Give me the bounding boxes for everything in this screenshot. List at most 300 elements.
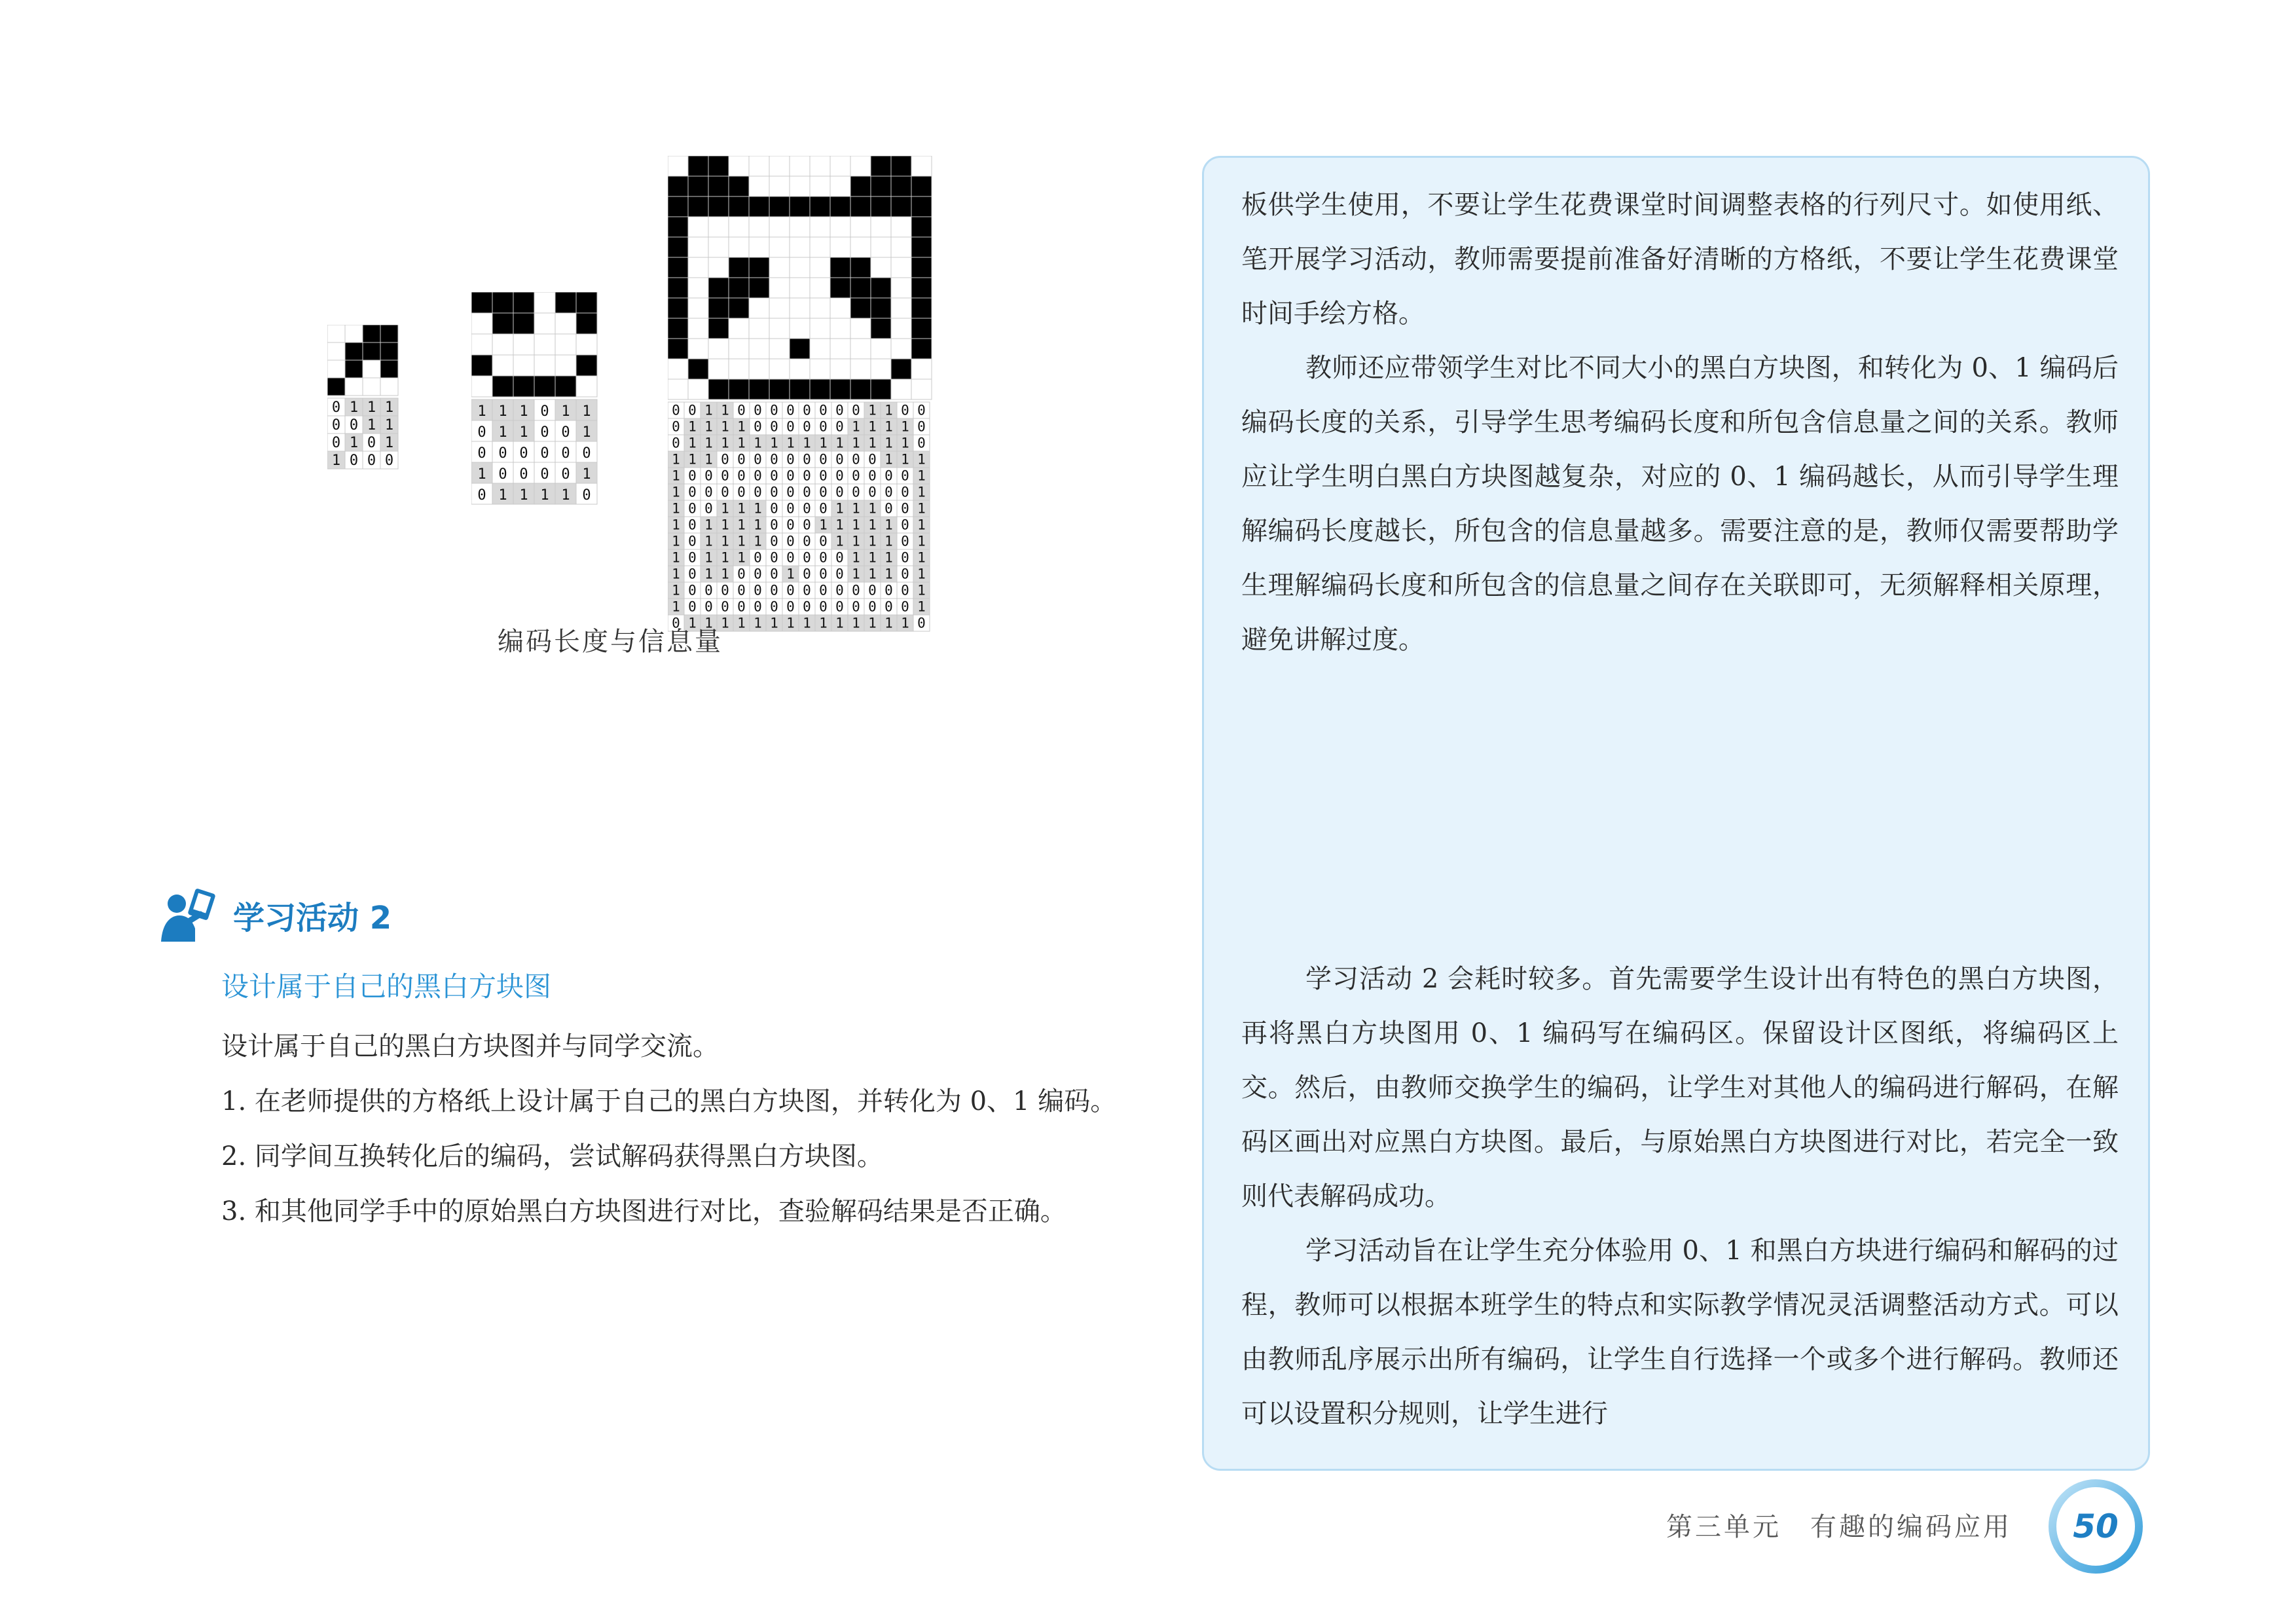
pixel-cell bbox=[850, 176, 871, 196]
code-digit: 0 bbox=[770, 402, 778, 418]
pixel-cell bbox=[729, 278, 749, 298]
pixel-cell bbox=[555, 355, 576, 376]
code-digit: 1 bbox=[704, 566, 713, 582]
code-digit: 1 bbox=[498, 403, 507, 420]
code-digit: 1 bbox=[835, 435, 844, 451]
code-digit: 0 bbox=[672, 418, 680, 435]
code-digit: 1 bbox=[672, 451, 680, 468]
code-digit: 0 bbox=[852, 468, 860, 484]
code-digit: 0 bbox=[582, 445, 591, 462]
code-digit: 1 bbox=[852, 533, 860, 549]
code-digit: 0 bbox=[852, 484, 860, 500]
pixel-cell bbox=[769, 339, 790, 359]
code-digit: 0 bbox=[721, 468, 729, 484]
code-digit: 1 bbox=[737, 533, 746, 549]
code-digit: 0 bbox=[688, 402, 697, 418]
code-digit: 1 bbox=[835, 533, 844, 549]
pixel-cell bbox=[769, 379, 790, 399]
code-digit: 0 bbox=[349, 417, 359, 434]
pixel-cell bbox=[769, 237, 790, 257]
pixel-cell bbox=[790, 298, 810, 318]
pixel-cell bbox=[534, 355, 555, 376]
pixel-cell bbox=[688, 196, 708, 217]
code-digit: 1 bbox=[884, 418, 893, 435]
code-digit: 1 bbox=[786, 435, 795, 451]
pixel-cell bbox=[810, 379, 830, 399]
code-digit: 0 bbox=[868, 468, 877, 484]
pixel-cell bbox=[911, 298, 932, 318]
pixel-cell bbox=[729, 318, 749, 339]
pixel-cell bbox=[492, 292, 513, 313]
pixel-cell bbox=[749, 318, 769, 339]
code-digit: 0 bbox=[884, 500, 893, 517]
code-digit: 1 bbox=[519, 424, 528, 441]
pixel-cell bbox=[790, 379, 810, 399]
pixel-cell bbox=[729, 339, 749, 359]
code-digit: 1 bbox=[901, 435, 909, 451]
pixel-cell bbox=[749, 237, 769, 257]
code-digit: 0 bbox=[737, 566, 746, 582]
code-digit: 0 bbox=[819, 500, 828, 517]
code-digit: 0 bbox=[901, 533, 909, 549]
activity-header bbox=[157, 885, 392, 944]
code-digit: 1 bbox=[884, 615, 893, 631]
code-digit: 0 bbox=[331, 435, 341, 452]
code-digit: 1 bbox=[835, 615, 844, 631]
code-digit: 1 bbox=[737, 615, 746, 631]
pixel-cell bbox=[708, 278, 729, 298]
pixel-cell bbox=[471, 334, 492, 355]
code-digit: 1 bbox=[917, 468, 926, 484]
code-digit: 1 bbox=[917, 484, 926, 500]
pixel-cell bbox=[749, 156, 769, 176]
pixel-cell bbox=[871, 339, 891, 359]
pixel-cell bbox=[688, 278, 708, 298]
code-digit: 1 bbox=[498, 487, 507, 504]
pixel-cell bbox=[576, 313, 597, 334]
pixel-cell bbox=[911, 379, 932, 399]
code-digit: 1 bbox=[754, 500, 762, 517]
pixel-cell bbox=[830, 156, 850, 176]
pixel-cell bbox=[850, 298, 871, 318]
code-digit: 1 bbox=[868, 500, 877, 517]
code-digit: 0 bbox=[835, 402, 844, 418]
pixel-cell bbox=[471, 313, 492, 334]
code-digit: 1 bbox=[884, 533, 893, 549]
pixel-cell bbox=[810, 339, 830, 359]
code-digit: 0 bbox=[819, 451, 828, 468]
pixel-cell bbox=[830, 339, 850, 359]
code-digit: 0 bbox=[835, 599, 844, 615]
code-digit: 1 bbox=[884, 549, 893, 566]
code-digit: 1 bbox=[737, 500, 746, 517]
pixel-cell bbox=[830, 379, 850, 399]
pixel-cell bbox=[471, 355, 492, 376]
activity-step-2: 2. 同学间互换转化后的编码，尝试解码获得黑白方块图。 bbox=[221, 1141, 883, 1172]
code-digit: 1 bbox=[349, 399, 359, 416]
pixel-cell bbox=[729, 156, 749, 176]
code-digit: 0 bbox=[688, 517, 697, 533]
code-digit: 0 bbox=[819, 402, 828, 418]
code-digit: 1 bbox=[704, 418, 713, 435]
pixel-cell bbox=[688, 257, 708, 278]
code-digit: 1 bbox=[704, 615, 713, 631]
code-digit: 1 bbox=[672, 533, 680, 549]
code-digit: 0 bbox=[819, 418, 828, 435]
code-digit: 0 bbox=[884, 468, 893, 484]
pixel-cell bbox=[830, 257, 850, 278]
code-digit: 1 bbox=[672, 549, 680, 566]
pixel-cell bbox=[810, 359, 830, 379]
pixel-cell bbox=[830, 298, 850, 318]
code-digit: 1 bbox=[721, 435, 729, 451]
pixel-cell bbox=[911, 176, 932, 196]
code-digit: 0 bbox=[367, 452, 376, 470]
code-digit: 1 bbox=[721, 500, 729, 517]
pixel-cell bbox=[668, 278, 688, 298]
code-digit: 1 bbox=[819, 517, 828, 533]
code-digit: 0 bbox=[819, 484, 828, 500]
code-digit: 1 bbox=[672, 468, 680, 484]
code-digit: 1 bbox=[721, 402, 729, 418]
pixel-cell bbox=[327, 342, 345, 360]
code-digit: 0 bbox=[540, 424, 549, 441]
code-digit: 0 bbox=[672, 615, 680, 631]
pixel-cell bbox=[668, 257, 688, 278]
code-digit: 1 bbox=[819, 615, 828, 631]
code-digit: 1 bbox=[519, 487, 528, 504]
pixel-cell bbox=[380, 325, 398, 342]
pixel-cell bbox=[749, 217, 769, 237]
pixel-cell bbox=[891, 298, 911, 318]
code-digit: 0 bbox=[917, 418, 926, 435]
code-digit: 1 bbox=[384, 417, 394, 434]
code-digit: 0 bbox=[477, 487, 486, 504]
pixel-cell bbox=[729, 379, 749, 399]
code-digit: 0 bbox=[754, 582, 762, 599]
pixel-cell bbox=[810, 318, 830, 339]
pixel-cell bbox=[871, 217, 891, 237]
pixel-cell bbox=[891, 217, 911, 237]
pixel-cell bbox=[668, 176, 688, 196]
pixel-cell bbox=[850, 278, 871, 298]
code-digit: 1 bbox=[721, 566, 729, 582]
code-digit: 0 bbox=[331, 417, 341, 434]
code-digit: 0 bbox=[737, 582, 746, 599]
code-digit: 0 bbox=[540, 403, 549, 420]
code-digit: 1 bbox=[917, 599, 926, 615]
code-digit: 1 bbox=[349, 435, 359, 452]
pixel-cell bbox=[749, 298, 769, 318]
pixel-cell bbox=[668, 298, 688, 318]
pixel-cell bbox=[576, 334, 597, 355]
pixel-cell bbox=[688, 176, 708, 196]
code-digit: 0 bbox=[819, 533, 828, 549]
code-digit: 0 bbox=[884, 582, 893, 599]
code-digit: 1 bbox=[786, 615, 795, 631]
pixel-cell bbox=[891, 359, 911, 379]
code-digit: 0 bbox=[704, 582, 713, 599]
code-digit: 0 bbox=[721, 451, 729, 468]
code-digit: 0 bbox=[754, 451, 762, 468]
pixel-cell bbox=[891, 379, 911, 399]
code-digit: 0 bbox=[868, 451, 877, 468]
code-digit: 0 bbox=[819, 599, 828, 615]
pixel-cell bbox=[810, 298, 830, 318]
code-digit: 0 bbox=[803, 549, 811, 566]
pixel-cell bbox=[891, 196, 911, 217]
code-digit: 1 bbox=[852, 615, 860, 631]
student-tablet-icon bbox=[157, 885, 220, 944]
code-digit: 1 bbox=[737, 517, 746, 533]
pixel-cell bbox=[749, 379, 769, 399]
pixel-cell bbox=[769, 176, 790, 196]
code-digit: 0 bbox=[803, 599, 811, 615]
code-digit: 1 bbox=[852, 500, 860, 517]
pixel-cell bbox=[871, 359, 891, 379]
code-digit: 1 bbox=[868, 418, 877, 435]
pixel-cell bbox=[911, 278, 932, 298]
pixel-cell bbox=[534, 334, 555, 355]
code-digit: 0 bbox=[803, 566, 811, 582]
pixel-cell bbox=[871, 379, 891, 399]
pixel-cell bbox=[729, 217, 749, 237]
pixel-cell bbox=[363, 325, 380, 342]
code-digit: 1 bbox=[672, 582, 680, 599]
pixel-cell bbox=[790, 339, 810, 359]
pixel-cell bbox=[668, 156, 688, 176]
code-digit: 1 bbox=[852, 418, 860, 435]
code-digit: 1 bbox=[721, 418, 729, 435]
code-digit: 1 bbox=[884, 435, 893, 451]
pixel-cell bbox=[911, 196, 932, 217]
code-digit: 0 bbox=[770, 468, 778, 484]
pixel-cell bbox=[729, 257, 749, 278]
code-digit: 1 bbox=[803, 435, 811, 451]
pixel-cell bbox=[513, 313, 534, 334]
code-digit: 0 bbox=[852, 582, 860, 599]
code-digit: 0 bbox=[835, 451, 844, 468]
code-digit: 0 bbox=[835, 418, 844, 435]
code-digit: 1 bbox=[786, 566, 795, 582]
pixel-cell bbox=[380, 378, 398, 396]
panda-pixel-figure bbox=[668, 156, 933, 633]
pixel-cell bbox=[810, 257, 830, 278]
pixel-cell bbox=[810, 237, 830, 257]
pixel-cell bbox=[688, 156, 708, 176]
pixel-cell bbox=[911, 156, 932, 176]
code-digit: 1 bbox=[582, 403, 591, 420]
code-digit: 0 bbox=[901, 549, 909, 566]
pixel-cell bbox=[471, 376, 492, 397]
code-digit: 1 bbox=[770, 615, 778, 631]
code-digit: 0 bbox=[786, 517, 795, 533]
pixel-cell bbox=[749, 257, 769, 278]
pixel-cell bbox=[327, 360, 345, 378]
code-digit: 1 bbox=[704, 533, 713, 549]
code-digit: 1 bbox=[803, 615, 811, 631]
pixel-cell bbox=[534, 313, 555, 334]
code-digit: 0 bbox=[331, 399, 341, 416]
pixel-cell bbox=[850, 318, 871, 339]
code-digit: 0 bbox=[852, 402, 860, 418]
code-digit: 1 bbox=[704, 517, 713, 533]
code-digit: 0 bbox=[688, 582, 697, 599]
pixel-cell bbox=[871, 156, 891, 176]
code-digit: 0 bbox=[901, 582, 909, 599]
code-digit: 0 bbox=[704, 500, 713, 517]
pixel-cell bbox=[749, 339, 769, 359]
pixel-cell bbox=[729, 298, 749, 318]
code-digit: 0 bbox=[803, 484, 811, 500]
pixel-cell bbox=[363, 360, 380, 378]
code-digit: 0 bbox=[519, 445, 528, 462]
pixel-cell bbox=[688, 359, 708, 379]
pixel-cell bbox=[749, 176, 769, 196]
code-digit: 0 bbox=[819, 566, 828, 582]
pixel-cell bbox=[492, 355, 513, 376]
code-digit: 0 bbox=[852, 599, 860, 615]
code-digit: 0 bbox=[721, 484, 729, 500]
code-digit: 0 bbox=[803, 468, 811, 484]
code-digit: 1 bbox=[852, 566, 860, 582]
code-digit: 1 bbox=[868, 549, 877, 566]
code-digit: 1 bbox=[917, 533, 926, 549]
pixel-cell bbox=[769, 156, 790, 176]
code-digit: 1 bbox=[901, 615, 909, 631]
code-digit: 0 bbox=[786, 451, 795, 468]
code-digit: 0 bbox=[754, 599, 762, 615]
pixel-cell bbox=[345, 342, 363, 360]
pixel-cell bbox=[327, 378, 345, 396]
code-digit: 1 bbox=[901, 418, 909, 435]
pixel-cell bbox=[850, 196, 871, 217]
pixel-cell bbox=[891, 339, 911, 359]
code-digit: 0 bbox=[688, 566, 697, 582]
pixel-cell bbox=[790, 359, 810, 379]
code-digit: 1 bbox=[868, 533, 877, 549]
pixel-cell bbox=[790, 237, 810, 257]
code-digit: 0 bbox=[754, 566, 762, 582]
figure-caption: 编码长度与信息量 bbox=[498, 627, 723, 657]
pixel-cell bbox=[668, 379, 688, 399]
code-digit: 0 bbox=[786, 484, 795, 500]
code-digit: 0 bbox=[868, 582, 877, 599]
pixel-cell bbox=[576, 355, 597, 376]
pixel-cell bbox=[576, 292, 597, 313]
code-digit: 0 bbox=[688, 599, 697, 615]
code-digit: 1 bbox=[384, 399, 394, 416]
code-digit: 1 bbox=[917, 566, 926, 582]
code-digit: 1 bbox=[770, 435, 778, 451]
code-digit: 0 bbox=[819, 468, 828, 484]
code-digit: 0 bbox=[884, 599, 893, 615]
code-digit: 0 bbox=[786, 500, 795, 517]
code-digit: 0 bbox=[737, 599, 746, 615]
pixel-cell bbox=[668, 237, 688, 257]
code-digit: 0 bbox=[770, 599, 778, 615]
code-digit: 1 bbox=[704, 402, 713, 418]
code-digit: 0 bbox=[803, 402, 811, 418]
pixel-cell bbox=[708, 237, 729, 257]
code-digit: 0 bbox=[803, 451, 811, 468]
code-digit: 0 bbox=[672, 402, 680, 418]
pixel-cell bbox=[729, 359, 749, 379]
code-digit: 0 bbox=[540, 445, 549, 462]
pixel-cell bbox=[688, 217, 708, 237]
code-digit: 0 bbox=[688, 549, 697, 566]
pixel-cell bbox=[708, 217, 729, 237]
pixel-cell bbox=[911, 217, 932, 237]
pixel-cell bbox=[708, 339, 729, 359]
code-digit: 0 bbox=[901, 517, 909, 533]
arrow-pixel-figure bbox=[327, 325, 399, 470]
code-digit: 1 bbox=[672, 566, 680, 582]
code-digit: 0 bbox=[770, 566, 778, 582]
pixel-cell bbox=[668, 196, 688, 217]
pixel-cell bbox=[790, 176, 810, 196]
code-digit: 0 bbox=[582, 487, 591, 504]
pixel-cell bbox=[850, 217, 871, 237]
code-digit: 0 bbox=[770, 517, 778, 533]
code-digit: 0 bbox=[721, 582, 729, 599]
code-digit: 0 bbox=[786, 533, 795, 549]
pixel-cell bbox=[576, 376, 597, 397]
pixel-cell bbox=[891, 278, 911, 298]
code-digit: 1 bbox=[868, 435, 877, 451]
pixel-cell bbox=[708, 176, 729, 196]
code-digit: 1 bbox=[721, 517, 729, 533]
code-digit: 0 bbox=[819, 549, 828, 566]
pixel-cell bbox=[891, 257, 911, 278]
pixel-cell bbox=[749, 278, 769, 298]
pixel-cell bbox=[830, 278, 850, 298]
code-digit: 0 bbox=[498, 466, 507, 483]
code-digit: 0 bbox=[901, 402, 909, 418]
code-digit: 0 bbox=[835, 484, 844, 500]
pixel-cell bbox=[492, 313, 513, 334]
pixel-cell bbox=[708, 298, 729, 318]
code-digit: 1 bbox=[835, 500, 844, 517]
pixel-cell bbox=[769, 257, 790, 278]
code-digit: 0 bbox=[770, 418, 778, 435]
code-digit: 0 bbox=[852, 451, 860, 468]
code-digit: 0 bbox=[917, 402, 926, 418]
pixel-cell bbox=[668, 359, 688, 379]
panel-paragraph: 学习活动 2 会耗时较多。首先需要学生设计出有特色的黑白方块图，再将黑白方块图用 0、1 编码写在编码区。保留设计区图纸，将编码区上交。然后，由教师交换学生的编码，让学生对其他人的编码进行解码，在解码区画出对应黑白方块图。最后，与原始黑白方块图进行对比，若完全一致则代表解码成功。 bbox=[1241, 964, 2119, 1211]
code-digit: 0 bbox=[754, 468, 762, 484]
pixel-cell bbox=[345, 360, 363, 378]
code-digit: 1 bbox=[561, 403, 570, 420]
pixel-cell bbox=[513, 334, 534, 355]
code-digit: 1 bbox=[540, 487, 549, 504]
pixel-cell bbox=[850, 237, 871, 257]
pixel-cell bbox=[363, 378, 380, 396]
code-digit: 1 bbox=[868, 517, 877, 533]
code-digit: 0 bbox=[754, 418, 762, 435]
pixel-cell bbox=[790, 257, 810, 278]
code-digit: 0 bbox=[561, 466, 570, 483]
pixel-cell bbox=[769, 318, 790, 339]
pixel-cell bbox=[688, 379, 708, 399]
code-digit: 0 bbox=[786, 582, 795, 599]
code-digit: 0 bbox=[349, 452, 359, 470]
pixel-cell bbox=[708, 196, 729, 217]
code-digit: 1 bbox=[672, 517, 680, 533]
pixel-cell bbox=[492, 334, 513, 355]
code-digit: 0 bbox=[835, 549, 844, 566]
code-digit: 0 bbox=[803, 500, 811, 517]
